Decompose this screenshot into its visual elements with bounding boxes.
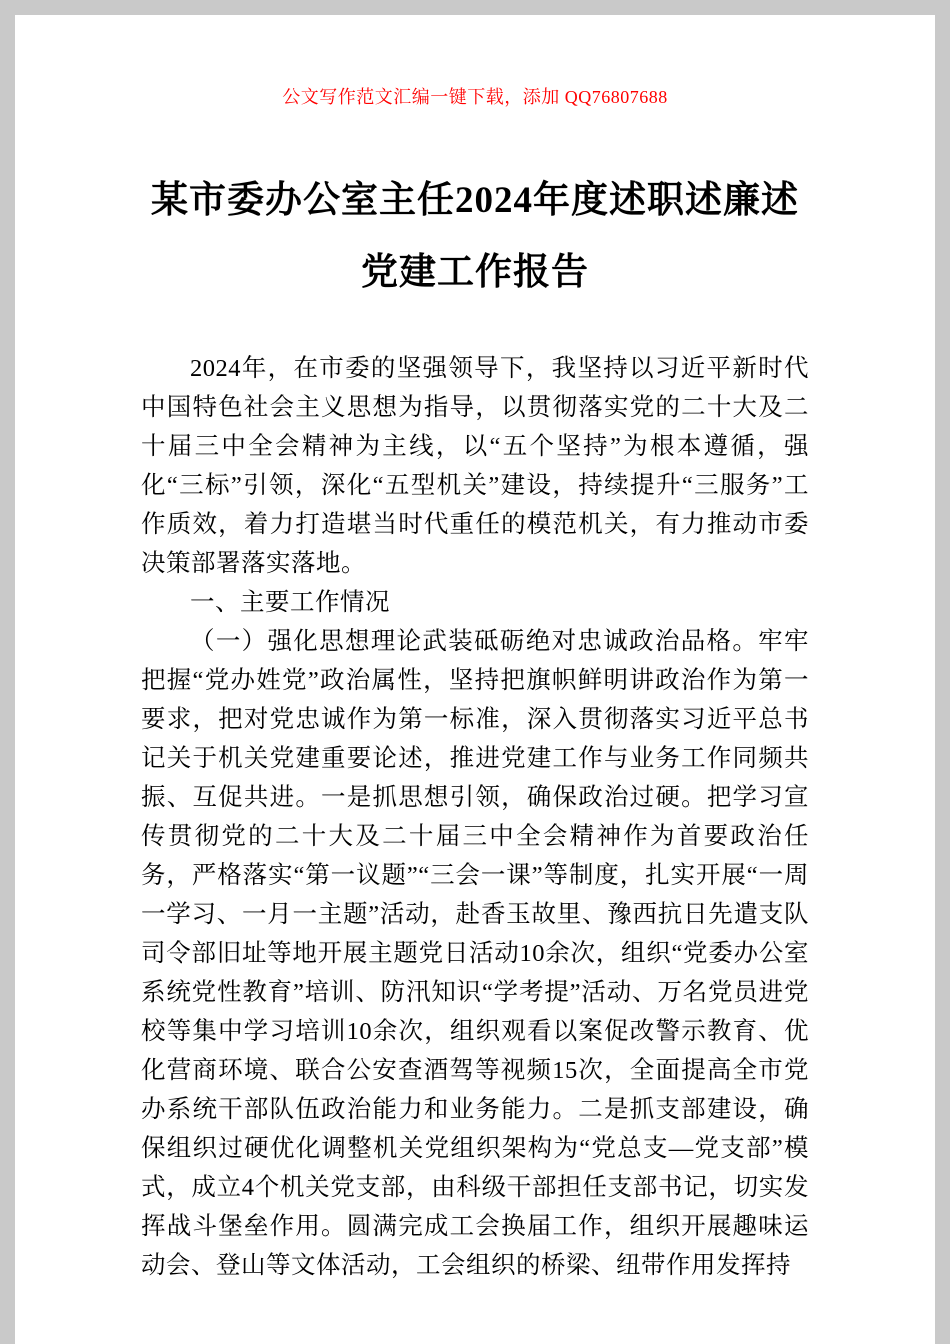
document-title: 某市委办公室主任2024年度述职述廉述党建工作报告: [151, 180, 799, 293]
section-heading: 一、主要工作情况: [190, 589, 390, 616]
paragraph-section-one: （一）强化思想理论武装砥砺绝对忠诚政治品格。牢牢把握“党办姓党”政治属性，坚持把旗帜鲜明讲政治作为第一要求，把对党忠诚作为第一标准，深入贯彻落实习近平总书记关于机关党建重要论述，推进党建工作与业务工作同频共振、互促共进。一是抓思想引领，确保政治过硬。把学习宣传贯彻党的二十大及二十届三中全会精神作为首要政治任务，严格落实“第一议题”“三会一课”等制度，扎实开展“一周一学习、一月一主题”活动，赴香玉故里、豫西抗日先遣支队司令部旧址等地开展主题党日活动10余次，组织“党委办公室系统党性教育”培训、防汛知识“学考提”活动、万名党员进党校等集中学习培训10余次，组织观看以案促改警示教育、优化营商环境、联合公安查酒驾等视频15次，全面提高全市党办系统干部队伍政治能力和业务能力。二是抓支部建设，确保组织过硬优化调整机关党组织架构为“党总支—党支部”模式，成立4个机关党支部，由科级干部担任支部书记，切实发挥战斗堡垒作用。圆满完成工会换届工作，组织开展趣味运动会、登山等文体活动，工会组织的桥梁、纽带作用发挥持: [141, 628, 809, 1279]
document-page: [15, 15, 935, 1344]
header-notice: 公文写作范文汇编一键下载，添加 QQ76807688: [282, 87, 668, 107]
document-body: [141, 349, 809, 1285]
paragraph-intro: 2024年，在市委的坚强领导下，我坚持以习近平新时代中国特色社会主义思想为指导，以贯彻落实党的二十大及二十届三中全会精神为主线，以“五个坚持”为根本遵循，强化“三标”引领，深化“五型机关”建设，持续提升“三服务”工作质效，着力打造堪当时代重任的模范机关，有力推动市委决策部署落实落地。: [141, 355, 809, 577]
